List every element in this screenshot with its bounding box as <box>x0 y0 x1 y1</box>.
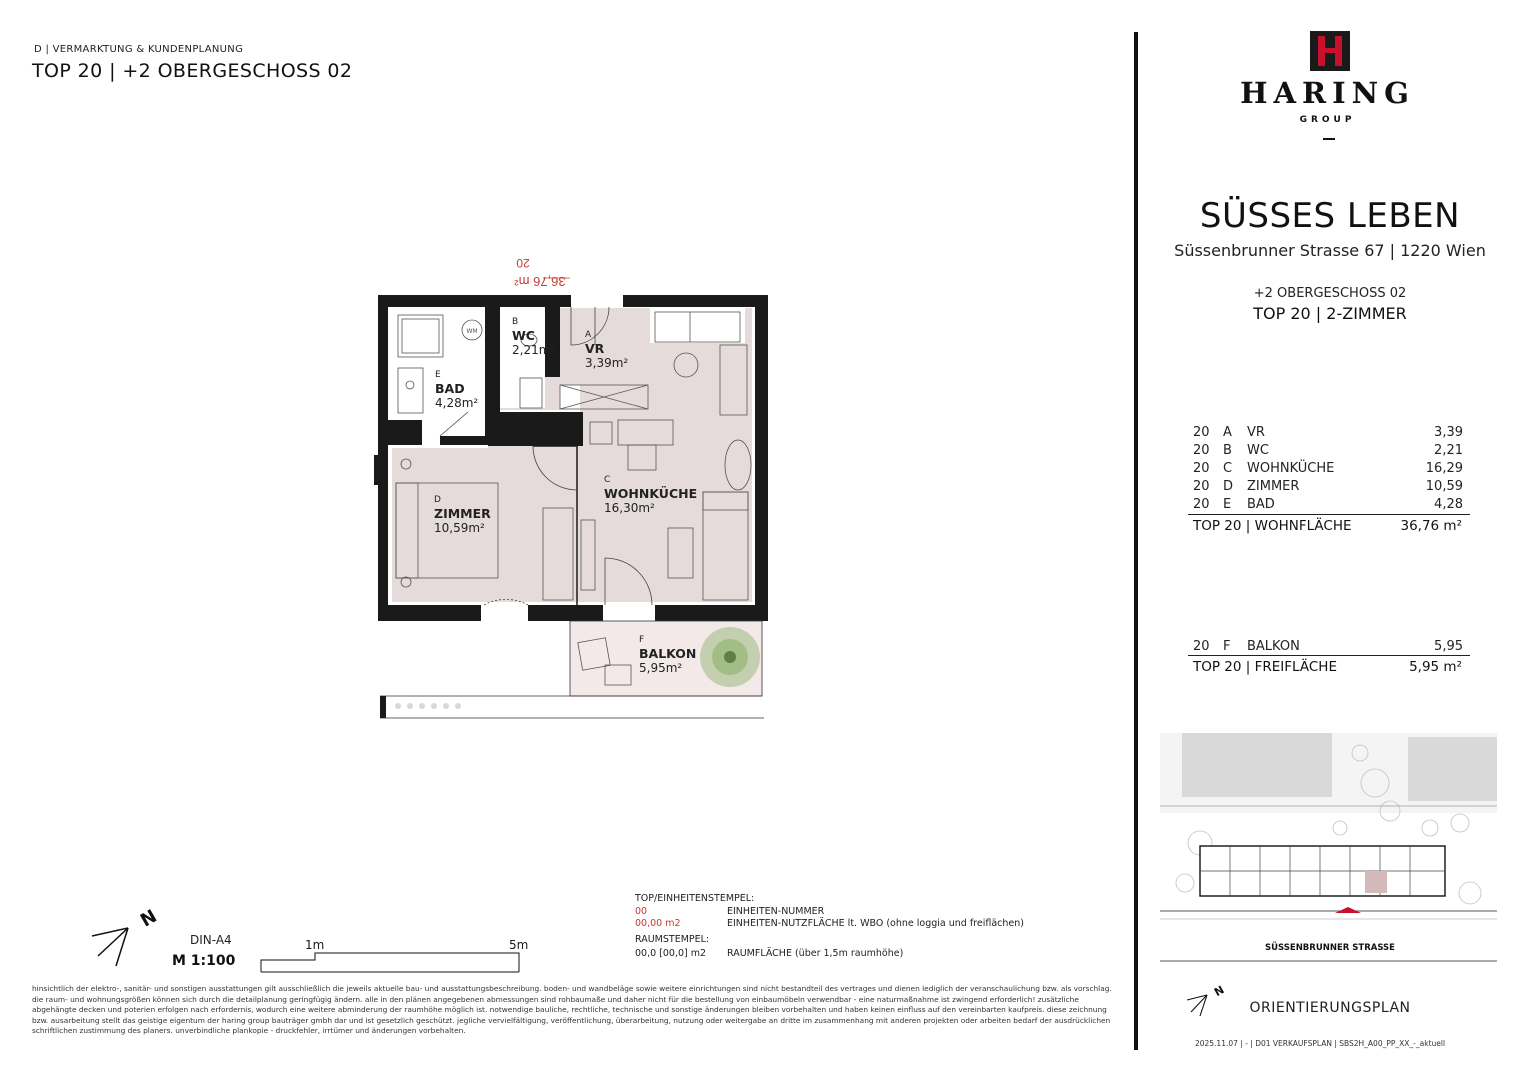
room-row-letter: E <box>1223 496 1232 512</box>
balcony-plant <box>700 627 760 687</box>
room-row <box>1193 495 1463 513</box>
room-area-wohnkueche: 16,30m² <box>604 501 655 515</box>
room-area-balkon: 5,95m² <box>639 661 683 675</box>
room-letter-d: D <box>434 495 441 505</box>
stamp-number-sample: 00 <box>635 905 648 917</box>
street-name: SÜSSENBRUNNER STRASSE <box>1265 943 1395 953</box>
paper-format: DIN-A4 <box>190 933 232 947</box>
unit-stamp <box>514 256 566 289</box>
room-area-zimmer: 10,59m² <box>434 521 485 535</box>
room-letter-c: C <box>604 475 611 485</box>
room-name-vr: VR <box>585 341 605 356</box>
room-row-top: 20 <box>1193 496 1210 512</box>
room-name-zimmer: ZIMMER <box>434 506 491 521</box>
outdoor-area-value: 5,95 m² <box>1409 659 1462 675</box>
room-row <box>1193 477 1463 495</box>
page-title: TOP 20 | +2 OBERGESCHOSS 02 <box>32 60 353 82</box>
room-row-name: ZIMMER <box>1247 478 1300 494</box>
room-row-name: VR <box>1247 424 1265 440</box>
rooms-table <box>1193 423 1463 513</box>
unit-stamp-area: 36,76 m² <box>514 274 566 289</box>
room-row-top: 20 <box>1193 442 1210 458</box>
room-row-letter: C <box>1223 460 1233 476</box>
room-row <box>1193 441 1463 459</box>
room-row-name: WC <box>1247 442 1269 458</box>
room-row <box>1193 423 1463 441</box>
stamp-number-desc: EINHEITEN-NUMMER <box>727 905 825 917</box>
outdoor-top: 20 <box>1193 638 1210 654</box>
room-stamp-title: RAUMSTEMPEL: <box>635 933 710 945</box>
room-stamp-desc: RAUMFLÄCHE (über 1,5m raumhöhe) <box>727 948 904 959</box>
room-row-area: 2,21 <box>1434 442 1463 458</box>
floor-plan <box>370 245 770 725</box>
room-name-wohnkueche: WOHNKÜCHE <box>604 486 698 501</box>
outdoor-summary-line <box>1188 655 1470 656</box>
room-row-top: 20 <box>1193 478 1210 494</box>
scale-tick-1m: 1m <box>305 938 325 952</box>
room-label-bad <box>435 368 478 410</box>
room-area-vr: 3,39m² <box>585 356 629 370</box>
rooms-summary-line <box>1188 514 1470 515</box>
scale-bar <box>260 952 522 974</box>
outdoor-area: 5,95 <box>1434 638 1463 654</box>
room-area-wc: 2,21m² <box>512 343 556 357</box>
room-row-area: 4,28 <box>1434 496 1463 512</box>
vertical-divider <box>1134 32 1138 1050</box>
room-row-area: 3,39 <box>1434 424 1463 440</box>
room-stamp-sample: 00,0 [00,0] m2 <box>635 948 707 959</box>
svg-text:N: N <box>1212 983 1227 1000</box>
project-title: SÜSSES LEBEN <box>1199 196 1461 236</box>
room-row-letter: B <box>1223 442 1232 458</box>
haring-logo-mark <box>1310 31 1350 75</box>
north-arrow-icon <box>88 905 161 972</box>
unit-stamp-number: 20 <box>516 256 530 270</box>
outdoor-row <box>1193 637 1463 655</box>
logo-wordmark: HARING <box>1240 76 1415 110</box>
room-name-bad: BAD <box>435 381 465 396</box>
svg-text:N: N <box>137 905 161 932</box>
disclaimer-text: hinsichtlich der elektro-, sanitär- und sonstigen ausstattungen gilt ausschließlich die jeweils aktuelle bau- und ausstattungsbeschreibung. boden- und wandbeläge sowie weitere einrichtungen sind nicht bestandteil des vertrages und dienen lediglich der veranschaulichung bzw. als vorschlag. die raum- und wohnungsgrößen können sich durch die detailplanung geringfügig ändern. alle in den plänen angegebenen abmessungen sind rohbaumaße und daher nicht für die bestellung von einbaumöbeln verwendbar - eine naturmaßnahme ist zwingend erforderlich! zusätzliche abgehängte decken und poterien erfolgen nach erfordernis, wodurch eine weitere abminderung der raumhöhe möglich ist. notwendige bauliche, rechtliche, technische und sonstige änderungen bleiben vorbehalten und haben keinen einfluss auf den vereinbarten kaufpreis. diese zeichnung bzw. ausarbeitung stellt das geistige eigentum der haring group bauträger gmbh dar und ist gesetzlich geschützt. jegliche vervielfältigung, veröffentlichung, überarbeitung, nutzung oder weitergabe an dritte im zusammenhang mit anderen projekten oder arbeiten bedarf der ausdrücklichen schriftlichen zustimmung des planers. unverbindliche plankopie - druckfehler, irrtümer und änderungen vorbehalten. <box>32 984 1112 1036</box>
room-row-top: 20 <box>1193 424 1210 440</box>
room-row-name: WOHNKÜCHE <box>1247 460 1335 476</box>
room-label-wohnkueche <box>604 473 697 515</box>
logo-dash <box>1323 138 1335 140</box>
room-row <box>1193 459 1463 477</box>
scale-tick-5m: 5m <box>509 938 529 952</box>
room-row-letter: D <box>1223 478 1234 494</box>
room-row-area: 16,29 <box>1425 460 1463 476</box>
room-area-bad: 4,28m² <box>435 396 479 410</box>
project-address: Süssenbrunner Strasse 67 | 1220 Wien <box>1174 241 1486 260</box>
room-row-top: 20 <box>1193 460 1210 476</box>
room-row-letter: A <box>1223 424 1232 440</box>
outdoor-letter: F <box>1223 638 1231 654</box>
outdoor-area-label: TOP 20 | FREIFLÄCHE <box>1193 659 1337 675</box>
room-row-name: BAD <box>1247 496 1275 512</box>
outdoor-table <box>1193 637 1463 655</box>
highlighted-unit <box>1365 871 1387 893</box>
living-area-value: 36,76 m² <box>1400 518 1462 534</box>
room-label-wc <box>512 315 555 357</box>
orientation-label: ORIENTIERUNGSPLAN <box>1249 1000 1411 1016</box>
room-label-vr <box>585 328 628 370</box>
room-name-wc: WC <box>512 328 535 343</box>
stamp-area-desc: EINHEITEN-NUTZFLÄCHE lt. WBO (ohne loggia und freiflächen) <box>727 918 1024 929</box>
stamp-area-sample: 00,00 m2 <box>635 918 681 929</box>
stamp-legend <box>635 893 1024 961</box>
living-area-label: TOP 20 | WOHNFLÄCHE <box>1193 518 1352 534</box>
project-unit: TOP 20 | 2-ZIMMER <box>1253 304 1407 323</box>
room-letter-e: E <box>435 370 441 380</box>
room-name-balkon: BALKON <box>639 646 697 661</box>
room-label-balkon <box>639 633 696 675</box>
room-row-area: 10,59 <box>1425 478 1463 494</box>
room-letter-a: A <box>585 330 592 340</box>
room-label-zimmer <box>434 493 491 535</box>
logo-subline: GROUP <box>1299 115 1356 125</box>
stamp-legend-title: TOP/EINHEITENSTEMPEL: <box>635 893 755 904</box>
room-letter-b: B <box>512 317 519 327</box>
building-footprint <box>1200 846 1445 896</box>
scale-ratio: M 1:100 <box>172 953 236 969</box>
outdoor-name: BALKON <box>1247 638 1300 654</box>
document-category: D | VERMARKTUNG & KUNDENPLANUNG <box>34 44 244 55</box>
washer-label: WM <box>466 328 478 335</box>
document-code: 2025.11.07 | - | D01 VERKAUFSPLAN | SBS2H_A00_PP_XX_-_aktuell <box>1194 1039 1446 1048</box>
room-letter-f: F <box>639 635 645 645</box>
orientation-map <box>1160 733 1497 968</box>
project-floor: +2 OBERGESCHOSS 02 <box>1253 286 1407 301</box>
